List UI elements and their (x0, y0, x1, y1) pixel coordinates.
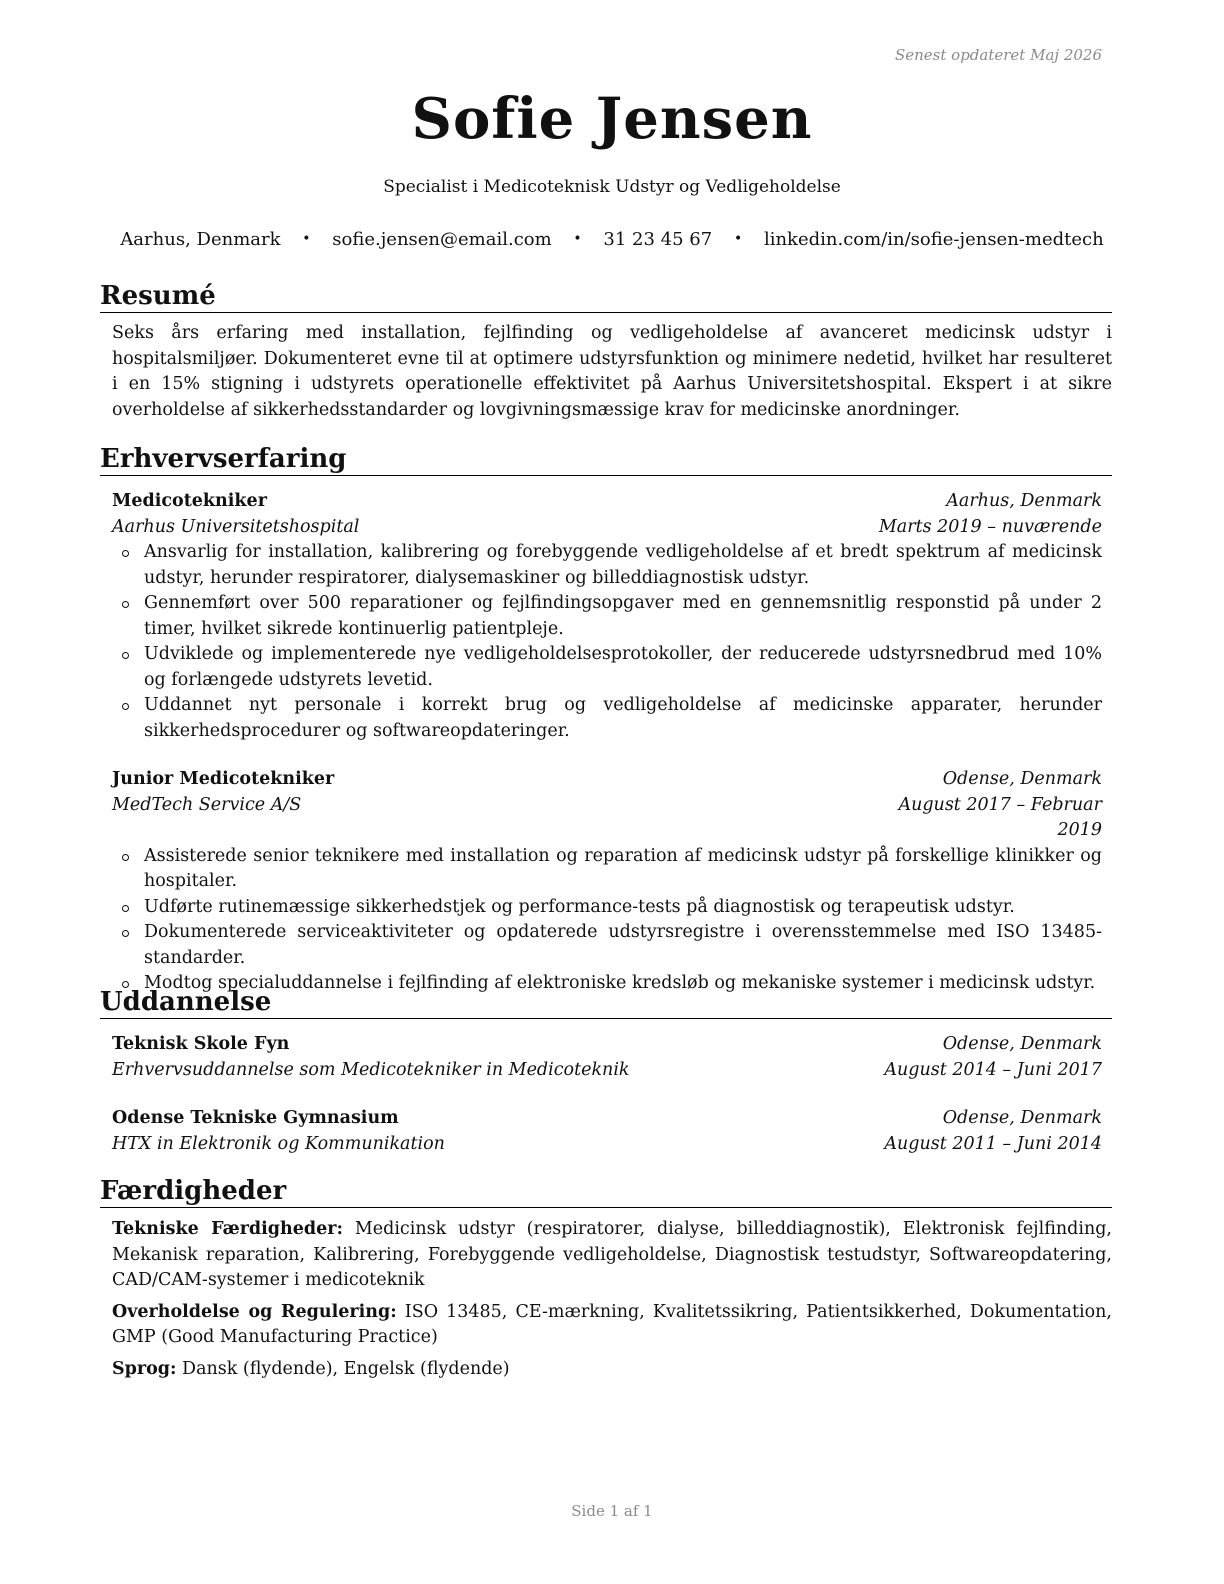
degree: HTX in Elektronik og Kommunikation (112, 1133, 445, 1154)
job-dates: August 2017 – Februar 2019 (898, 794, 1102, 840)
contact-line (0, 229, 1224, 250)
last-updated: Senest opdateret Maj 2026 (894, 46, 1102, 64)
job-entry (112, 767, 1102, 997)
education-entry (112, 1032, 1102, 1083)
candidate-name: Sofie Jensen (411, 86, 813, 152)
education-header-row (112, 1106, 1102, 1132)
education-dates: August 2014 – Juni 2017 (884, 1059, 1102, 1080)
circle-bullet-icon (122, 905, 129, 912)
section-heading-education: Uddannelse (100, 986, 1112, 1019)
candidate-title: Specialist i Medicoteknisk Udstyr og Vedligeholdelse (383, 177, 841, 197)
circle-bullet-icon (122, 550, 129, 557)
list-item: Ansvarlig for installation, kalibrering og forebyggende vedligeholdelse af et bredt spektrum af medicinsk udstyr, herunder respiratorer, dialysemaskiner og billeddiagnostisk udstyr. (144, 540, 1102, 591)
section-heading-summary: Resumé (100, 280, 1112, 313)
contact-email[interactable]: sofie.jensen@email.com (332, 229, 552, 250)
skill-label: Sprog: (112, 1358, 177, 1379)
skills-section (100, 1175, 1112, 1388)
list-item: Gennemført over 500 reparationer og fejlfindingsopgaver med en gennemsnitlig responstid på under 2 timer, hvilket sikrede kontinuerlig patientpleje. (144, 591, 1102, 642)
experience-section (100, 443, 1112, 997)
education-subheader-row (112, 1132, 1102, 1158)
education-section (100, 986, 1112, 1157)
circle-bullet-icon (122, 930, 129, 937)
list-item: Uddannet nyt personale i korrekt brug og vedligeholdelse af medicinske apparater, herunder sikkerhedsprocedurer og softwareopdateringer. (144, 693, 1102, 744)
job-company: MedTech Service A/S (112, 794, 302, 815)
job-header-row (112, 489, 1102, 515)
job-subheader-row (112, 793, 1102, 844)
job-bullets (112, 844, 1102, 997)
separator-dot: • (733, 231, 743, 247)
skill-text: Dansk (flydende), Engelsk (flydende) (182, 1358, 510, 1379)
separator-dot: • (573, 231, 582, 247)
job-location: Aarhus, Denmark (946, 491, 1102, 511)
skill-label: Tekniske Færdigheder: (112, 1219, 343, 1239)
page-number: Side 1 af 1 (571, 1502, 653, 1520)
list-item: Dokumenterede serviceaktiviteter og opdaterede udstyrsregistre i overensstemmelse med ISO 13485-standarder. (144, 920, 1102, 971)
circle-bullet-icon (122, 854, 129, 861)
circle-bullet-icon (122, 703, 129, 710)
summary-text: Seks års erfaring med installation, fejlfinding og vedligeholdelse af avanceret medicinsk udstyr i hospitalsmiljøer. Dokumenteret evne til at optimere udstyrsfunktion og minimere nedetid, hvilket har resulteret i en 15% stigning i udstyrets operationelle effektivitet på Aarhus Universitetshospital. Ekspert i at sikre overholdelse af sikkerhedsstandarder og lovgivningsmæssige krav for medicinske anordninger. (112, 323, 1112, 420)
job-entry (112, 489, 1102, 744)
circle-bullet-icon (122, 601, 129, 608)
school-name: Teknisk Skole Fyn (112, 1034, 290, 1054)
education-entry (112, 1106, 1102, 1157)
list-item: Assisterede senior teknikere med installation og reparation af medicinsk udstyr på forskellige klinikker og hospitaler. (144, 844, 1102, 895)
job-bullets (112, 540, 1102, 744)
list-item: Udviklede og implementerede nye vedligeholdelsesprotokoller, der reducerede udstyrsnedbrud med 10% og forlængede udstyrets levetid. (144, 642, 1102, 693)
job-header-row (112, 767, 1102, 793)
school-name: Odense Tekniske Gymnasium (112, 1108, 399, 1128)
job-location: Odense, Denmark (942, 769, 1102, 789)
contact-location: Aarhus, Denmark (120, 229, 281, 250)
list-item: Modtog specialuddannelse i fejlfinding af elektroniske kredsløb og mekaniske systemer i medicinsk udstyr. (144, 971, 1102, 997)
skill-line (112, 1300, 1112, 1351)
section-heading-experience: Erhvervserfaring (100, 443, 1112, 476)
job-dates: Marts 2019 – nuværende (878, 516, 1102, 537)
skill-text: Medicinsk udstyr (respiratorer, dialyse, billeddiagnostik), Elektronisk fejlfinding, Mekanisk reparation, Kalibrering, Forebyggende vedligeholdelse, Diagnostisk testudstyr, Softwareopdatering, CAD/CAM-systemer i medicoteknik (112, 1219, 1112, 1290)
job-company: Aarhus Universitetshospital (112, 516, 360, 537)
skill-label: Overholdelse og Regulering: (112, 1301, 397, 1322)
circle-bullet-icon (122, 652, 129, 659)
list-item: Udførte rutinemæssige sikkerhedstjek og performance-tests på diagnostisk og terapeutisk udstyr. (144, 895, 1102, 921)
education-subheader-row (112, 1058, 1102, 1084)
job-title: Junior Medicotekniker (112, 769, 335, 789)
school-location: Odense, Denmark (942, 1034, 1102, 1054)
degree: Erhvervsuddannelse som Medicotekniker in Medicoteknik (112, 1059, 630, 1080)
job-title: Medicotekniker (112, 491, 267, 511)
skill-text: ISO 13485, CE-mærkning, Kvalitetssikring, Patientsikkerhed, Dokumentation, GMP (Good Manufacturing Practice) (112, 1301, 1112, 1347)
skill-line (112, 1357, 1112, 1383)
education-header-row (112, 1032, 1102, 1058)
skill-line (112, 1217, 1112, 1294)
summary-section (100, 280, 1112, 423)
contact-linkedin[interactable]: linkedin.com/in/sofie-jensen-medtech (763, 229, 1104, 250)
separator-dot: • (302, 231, 311, 247)
education-dates: August 2011 – Juni 2014 (884, 1133, 1102, 1154)
section-heading-skills: Færdigheder (100, 1175, 1112, 1208)
school-location: Odense, Denmark (942, 1108, 1102, 1128)
contact-phone: 31 23 45 67 (603, 229, 713, 250)
job-subheader-row (112, 515, 1102, 541)
